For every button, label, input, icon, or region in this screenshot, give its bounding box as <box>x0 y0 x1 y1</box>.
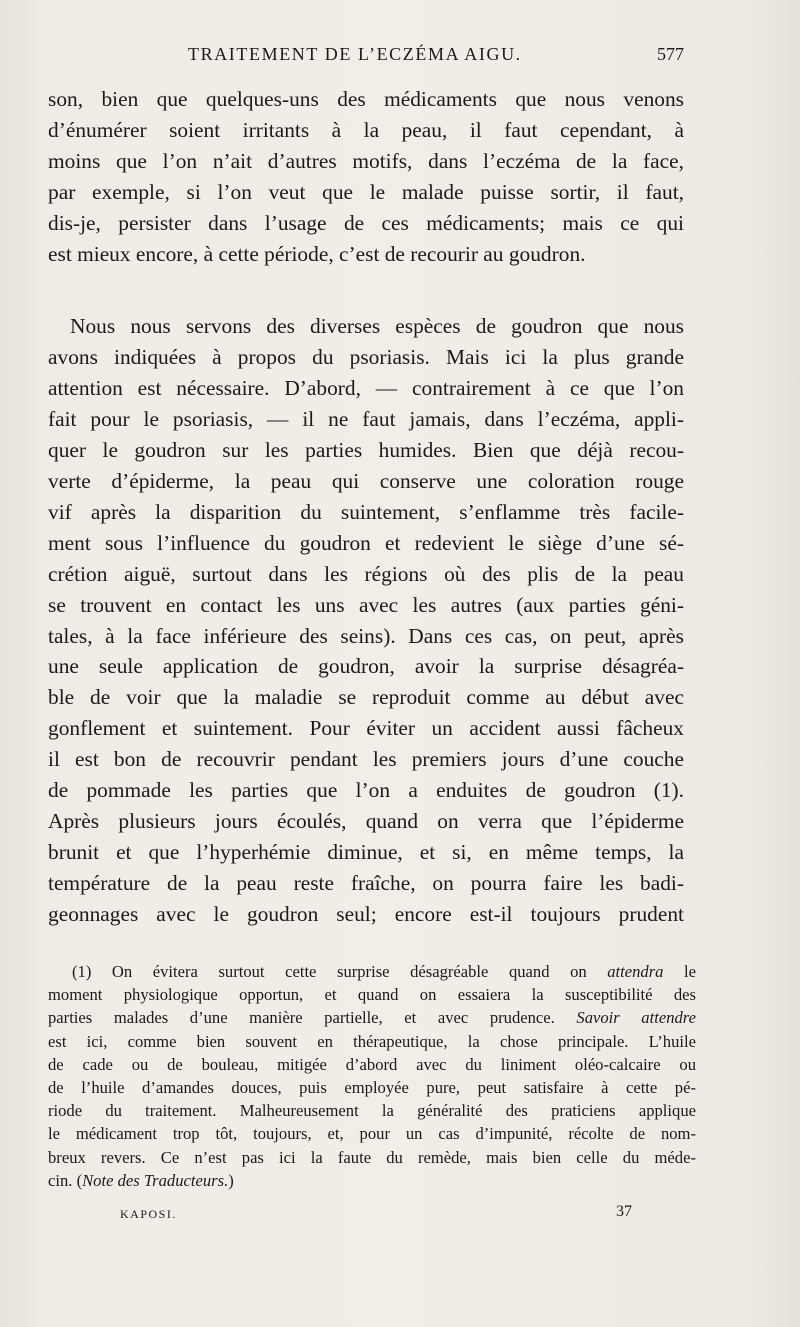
text-line: ble de voir que la maladie se reproduit comme au début avec <box>48 685 684 710</box>
text-line: gonflement et suintement. Pour éviter un accident aussi fâcheux <box>48 716 684 741</box>
footnote-text: (1) On évitera surtout cette surprise désagréable quand on <box>72 962 608 981</box>
text-line: crétion aiguë, surtout dans les régions où des plis de la peau <box>48 561 684 586</box>
paragraph-gap <box>48 269 684 311</box>
footnote-line <box>48 1169 696 1192</box>
footnote-line <box>48 960 696 983</box>
body-text <box>48 84 684 930</box>
text-line: se trouvent en contact les uns avec les autres (aux parties géni- <box>48 592 684 617</box>
footnote-text: parties malades d’une manière partielle, et avec prudence. <box>48 1008 577 1028</box>
text-line: par exemple, si l’on veut que le malade puisse sortir, il faut, <box>48 179 684 204</box>
paragraph-1 <box>48 84 684 269</box>
footnote-text: ) <box>228 1170 234 1190</box>
footnote-text: le <box>663 962 696 981</box>
text-line: température de la peau reste fraîche, on pourra faire les badi- <box>48 870 684 895</box>
sheet-number: 37 <box>616 1203 632 1220</box>
text-line: d’énumérer soient irritants à la peau, il faut cependant, à <box>48 117 684 142</box>
text-line: dis-je, persister dans l’usage de ces médicaments; mais ce qui <box>48 210 684 235</box>
footnote-line <box>48 1006 696 1029</box>
footnote-emphasis: attendra <box>607 962 664 981</box>
page-header <box>48 44 684 72</box>
text-line: ment sous l’influence du goudron et redevient le siège d’une sé- <box>48 530 684 555</box>
text-line: Après plusieurs jours écoulés, quand on verra que l’épiderme <box>48 808 684 833</box>
footnote-line: le médicament trop tôt, toujours, et, pour un cas d’impunité, récolte de nom- <box>48 1124 696 1144</box>
footnote-line: moment physiologique opportun, et quand on essaiera la susceptibilité des <box>48 985 696 1005</box>
text-line: de pommade les parties que l’on a enduites de goudron (1). <box>48 778 684 803</box>
text-line: est mieux encore, à cette période, c’est de recourir au goudron. <box>48 241 586 266</box>
text-line: il est bon de recouvrir pendant les premiers jours d’une couche <box>48 747 684 772</box>
text-line: vif après la disparition du suintement, s’enflamme très facile- <box>48 499 684 524</box>
text-line: quer le goudron sur les parties humides. Bien que déjà recou- <box>48 438 684 463</box>
running-title: TRAITEMENT DE L’ECZÉMA AIGU. <box>188 44 522 64</box>
footnote-line: de cade ou de bouleau, mitigée d’abord avec du liniment oléo-calcaire ou <box>48 1054 696 1074</box>
printer-signature: KAPOSI. <box>120 1207 177 1221</box>
text-line: avons indiquées à propos du psoriasis. Mais ici la plus grande <box>48 345 684 370</box>
text-line: moins que l’on n’ait d’autres motifs, dans l’eczéma de la face, <box>48 148 684 173</box>
footnote-emphasis: Note des Traducteurs. <box>82 1170 229 1190</box>
footnote-line: breux revers. Ce n’est pas ici la faute du remède, mais bien celle du méde- <box>48 1147 696 1167</box>
text-line: son, bien que quelques-uns des médicaments que nous venons <box>48 87 684 111</box>
text-line: Nous nous servons des diverses espèces de goudron que nous <box>70 314 684 339</box>
text-line: une seule application de goudron, avoir la surprise désagréa- <box>48 654 684 679</box>
footnote-line: riode du traitement. Malheureusement la généralité des praticiens applique <box>48 1101 696 1121</box>
footnote-emphasis: Savoir attendre <box>576 1008 696 1028</box>
footnote <box>48 960 696 1192</box>
footnote-line: est ici, comme bien souvent en thérapeutique, la chose principale. L’huile <box>48 1031 696 1051</box>
text-line: attention est nécessaire. D’abord, — contrairement à ce que l’on <box>48 376 684 401</box>
footnote-line: de l’huile d’amandes douces, puis employée pure, peut satisfaire à cette pé- <box>48 1078 696 1098</box>
footnote-text: cin. ( <box>48 1170 83 1190</box>
paragraph-2 <box>48 311 684 929</box>
text-line: verte d’épiderme, la peau qui conserve une coloration rouge <box>48 468 684 493</box>
text-line: geonnages avec le goudron seul; encore est-il toujours prudent <box>48 901 684 926</box>
page-footer <box>120 1203 632 1227</box>
page-number: 577 <box>657 44 684 64</box>
text-line: tales, à la face inférieure des seins). Dans ces cas, on peut, après <box>48 623 684 648</box>
text-line: brunit et que l’hyperhémie diminue, et si, en même temps, la <box>48 839 684 864</box>
text-line: fait pour le psoriasis, — il ne faut jamais, dans l’eczéma, appli- <box>48 407 684 432</box>
